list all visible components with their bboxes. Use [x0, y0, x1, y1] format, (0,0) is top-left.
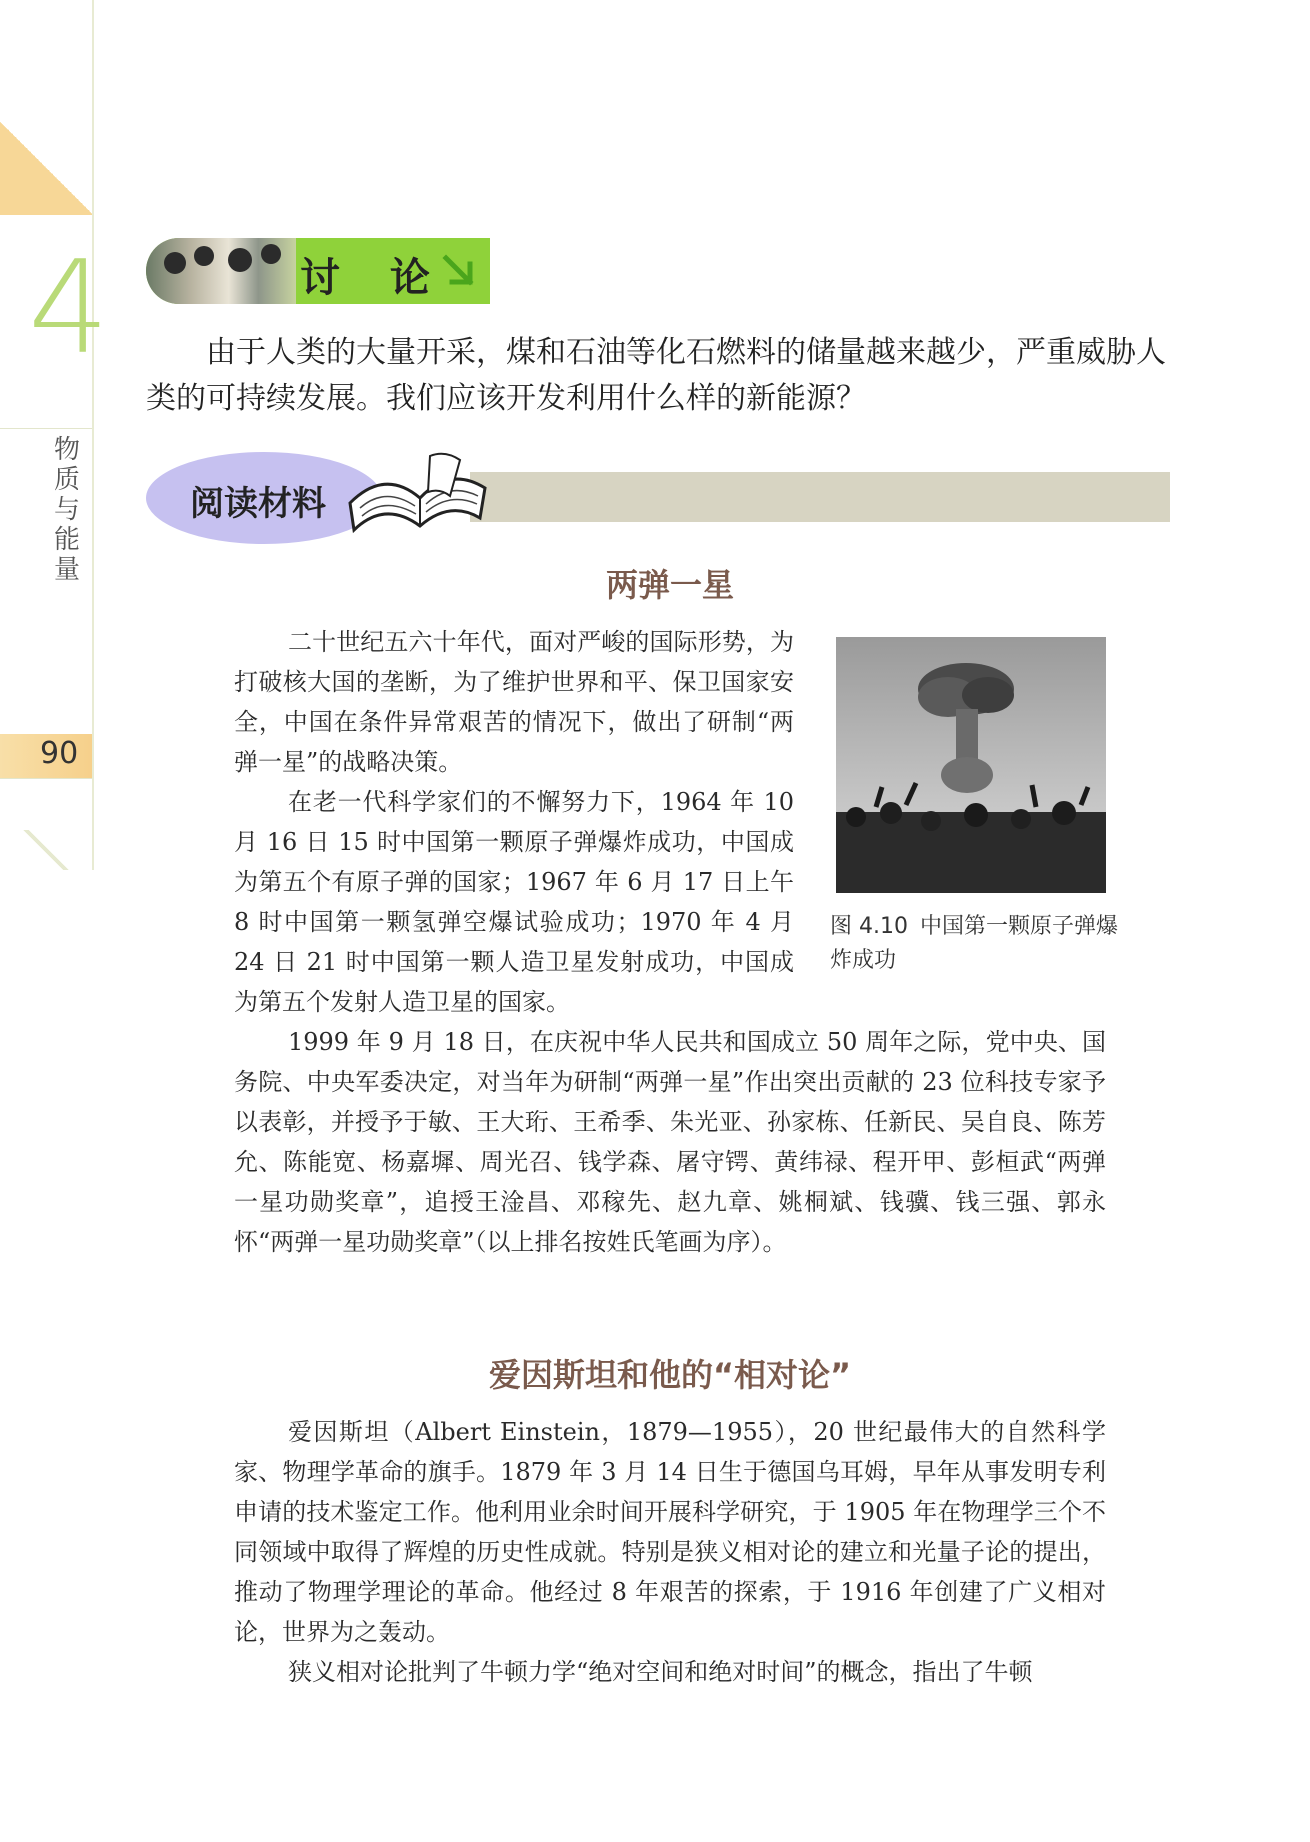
figure-caption-text: 中国第一颗原子弹爆炸成功 — [830, 914, 1119, 973]
discussion-label: 讨 论 — [300, 255, 448, 301]
chapter-title: 物质与能量 — [53, 435, 80, 585]
sidebar-corner-decoration — [0, 120, 92, 215]
article-paragraph: 爱因斯坦（Albert Einstein，1879—1955），20 世纪最伟大的自然科学家、物理学革命的旗手。1879 年 3 月 14 日生于德国乌耳姆，早年从事发明专利申请的技术鉴定工作。他利用业余时间开展科学研究，于 1905 年在物理学三个不同领域中取得了辉煌的历史性成就。特别是狭义相对论的建立和光量子论的提出，推动了物理学理论的革命。他经过 8 年艰苦的探索，于 1916 年创建了广义相对论，世界为之轰动。 — [234, 1418, 1106, 1646]
sidebar-bottom-corner — [0, 830, 92, 870]
sidebar-divider — [0, 778, 92, 779]
article-paragraph: 狭义相对论批判了牛顿力学“绝对空间和绝对时间”的概念，指出了牛顿 — [288, 1658, 1033, 1686]
reading-banner-bar — [470, 472, 1170, 522]
atomic-bomb-photo — [836, 637, 1106, 893]
figure-caption — [830, 910, 1120, 978]
article-title: 两弹一星 — [605, 566, 734, 604]
reading-label: 阅读材料 — [190, 484, 326, 524]
page-number: 90 — [40, 736, 79, 771]
discussion-photo — [146, 238, 296, 304]
figure-number: 图 4.10 — [830, 914, 908, 939]
arrow-down-right-icon — [440, 252, 480, 292]
article-paragraph: 二十世纪五六十年代，面对严峻的国际形势，为打破核大国的垄断，为了维护世界和平、保卫国家安全，中国在条件异常艰苦的情况下，做出了研制“两弹一星”的战略决策。 — [234, 628, 794, 776]
sidebar-divider — [0, 428, 92, 429]
article-paragraph: 1999 年 9 月 18 日，在庆祝中华人民共和国成立 50 周年之际，党中央、国务院、中央军委决定，对当年为研制“两弹一星”作出突出贡献的 23 位科技专家予以表彰，并授予于敏、王大珩、王希季、朱光亚、孙家栋、任新民、吴自良、陈芳允、陈能宽、杨嘉墀、周光召、钱学森、屠守锷、黄纬禄、程开甲、彭桓武“两弹一星功勋奖章”，追授王淦昌、邓稼先、赵九章、姚桐斌、钱骥、钱三强、郭永怀“两弹一星功勋奖章”（以上排名按姓氏笔画为序）。 — [234, 1028, 1106, 1256]
open-book-icon — [340, 448, 490, 536]
chapter-number: 4 — [28, 234, 110, 383]
article-paragraph: 在老一代科学家们的不懈努力下，1964 年 10 月 16 日 15 时中国第一颗原子弹爆炸成功，中国成为第五个有原子弹的国家；1967 年 6 月 17 日上午 8 时中国第一颗氢弹空爆试验成功；1970 年 4 月 24 日 21 时中国第一颗人造卫星发射成功，中国成为第五个发射人造卫星的国家。 — [234, 788, 794, 1016]
discussion-text: 由于人类的大量开采，煤和石油等化石燃料的储量越来越少，严重威胁人类的可持续发展。我们应该开发利用什么样的新能源？ — [146, 335, 1166, 416]
article-title: 爱因斯坦和他的“相对论” — [488, 1356, 852, 1394]
